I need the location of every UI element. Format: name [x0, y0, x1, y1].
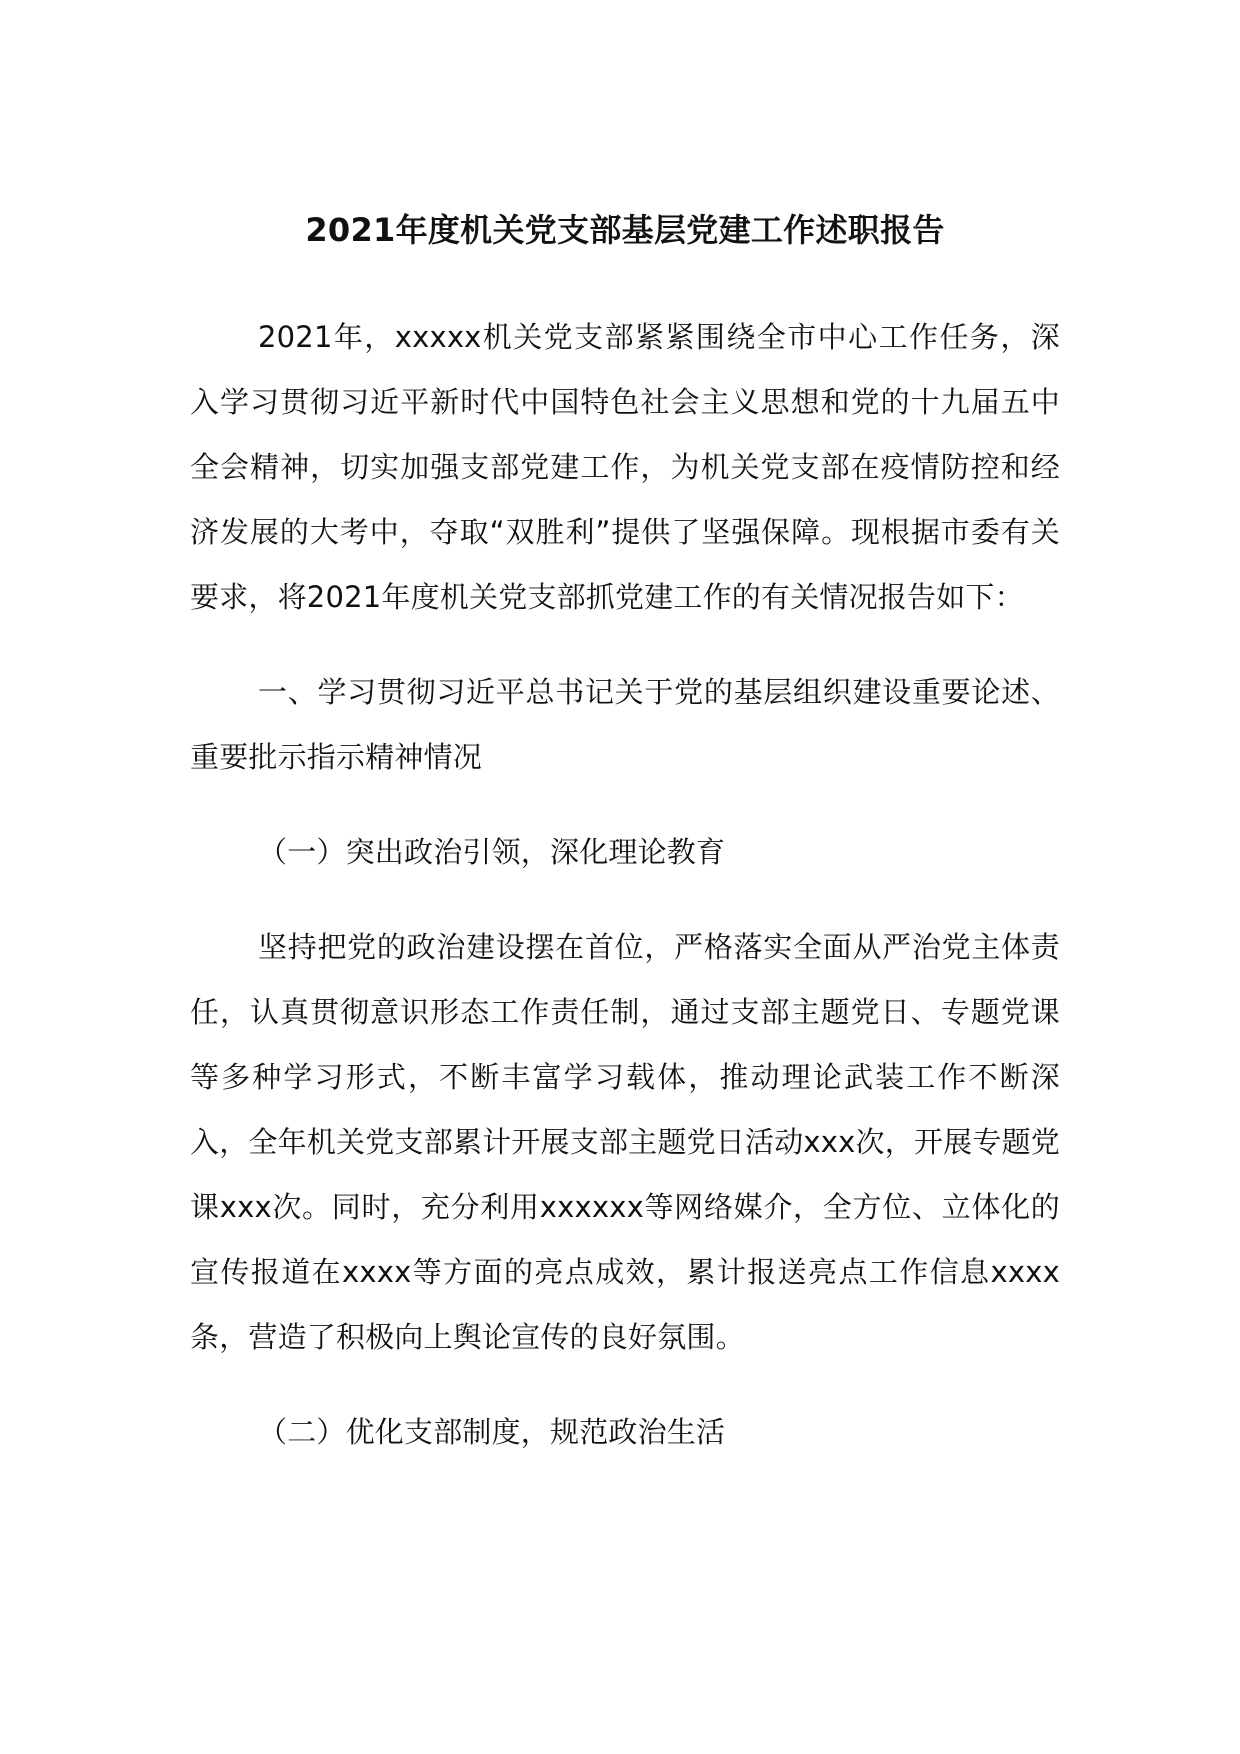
document-title: 2021年度机关党支部基层党建工作述职报告 [305, 211, 945, 249]
intro-paragraph: 2021年，xxxxx机关党支部紧紧围绕全市中心工作任务，深入学习贯彻习近平新时代中国特色社会主义思想和党的十九届五中全会精神，切实加强支部党建工作，为机关党支部在疫情防控和经济发展的大考中，夺取“双胜利”提供了坚强保障。现根据市委有关要求，将2021年度机关党支部抓党建工作的有关情况报告如下： [190, 320, 1060, 614]
body-paragraph-1: 坚持把党的政治建设摆在首位，严格落实全面从严治党主体责任，认真贯彻意识形态工作责任制，通过支部主题党日、专题党课等多种学习形式，不断丰富学习载体，推动理论武装工作不断深入，全年机关党支部累计开展支部主题党日活动xxx次，开展专题党课xxx次。同时，充分利用xxxxxx等网络媒介，全方位、立体化的宣传报道在xxxx等方面的亮点成效，累计报送亮点工作信息xxxx条，营造了积极向上舆论宣传的良好氛围。 [190, 930, 1060, 1354]
subsection-heading-2: （二）优化支部制度，规范政治生活 [258, 1415, 726, 1449]
section-heading-1: 一、学习贯彻习近平总书记关于党的基层组织建设重要论述、重要批示指示精神情况 [190, 675, 1060, 774]
subsection-heading-1: （一）突出政治引领，深化理论教育 [258, 835, 726, 869]
document-body [190, 200, 1060, 1495]
